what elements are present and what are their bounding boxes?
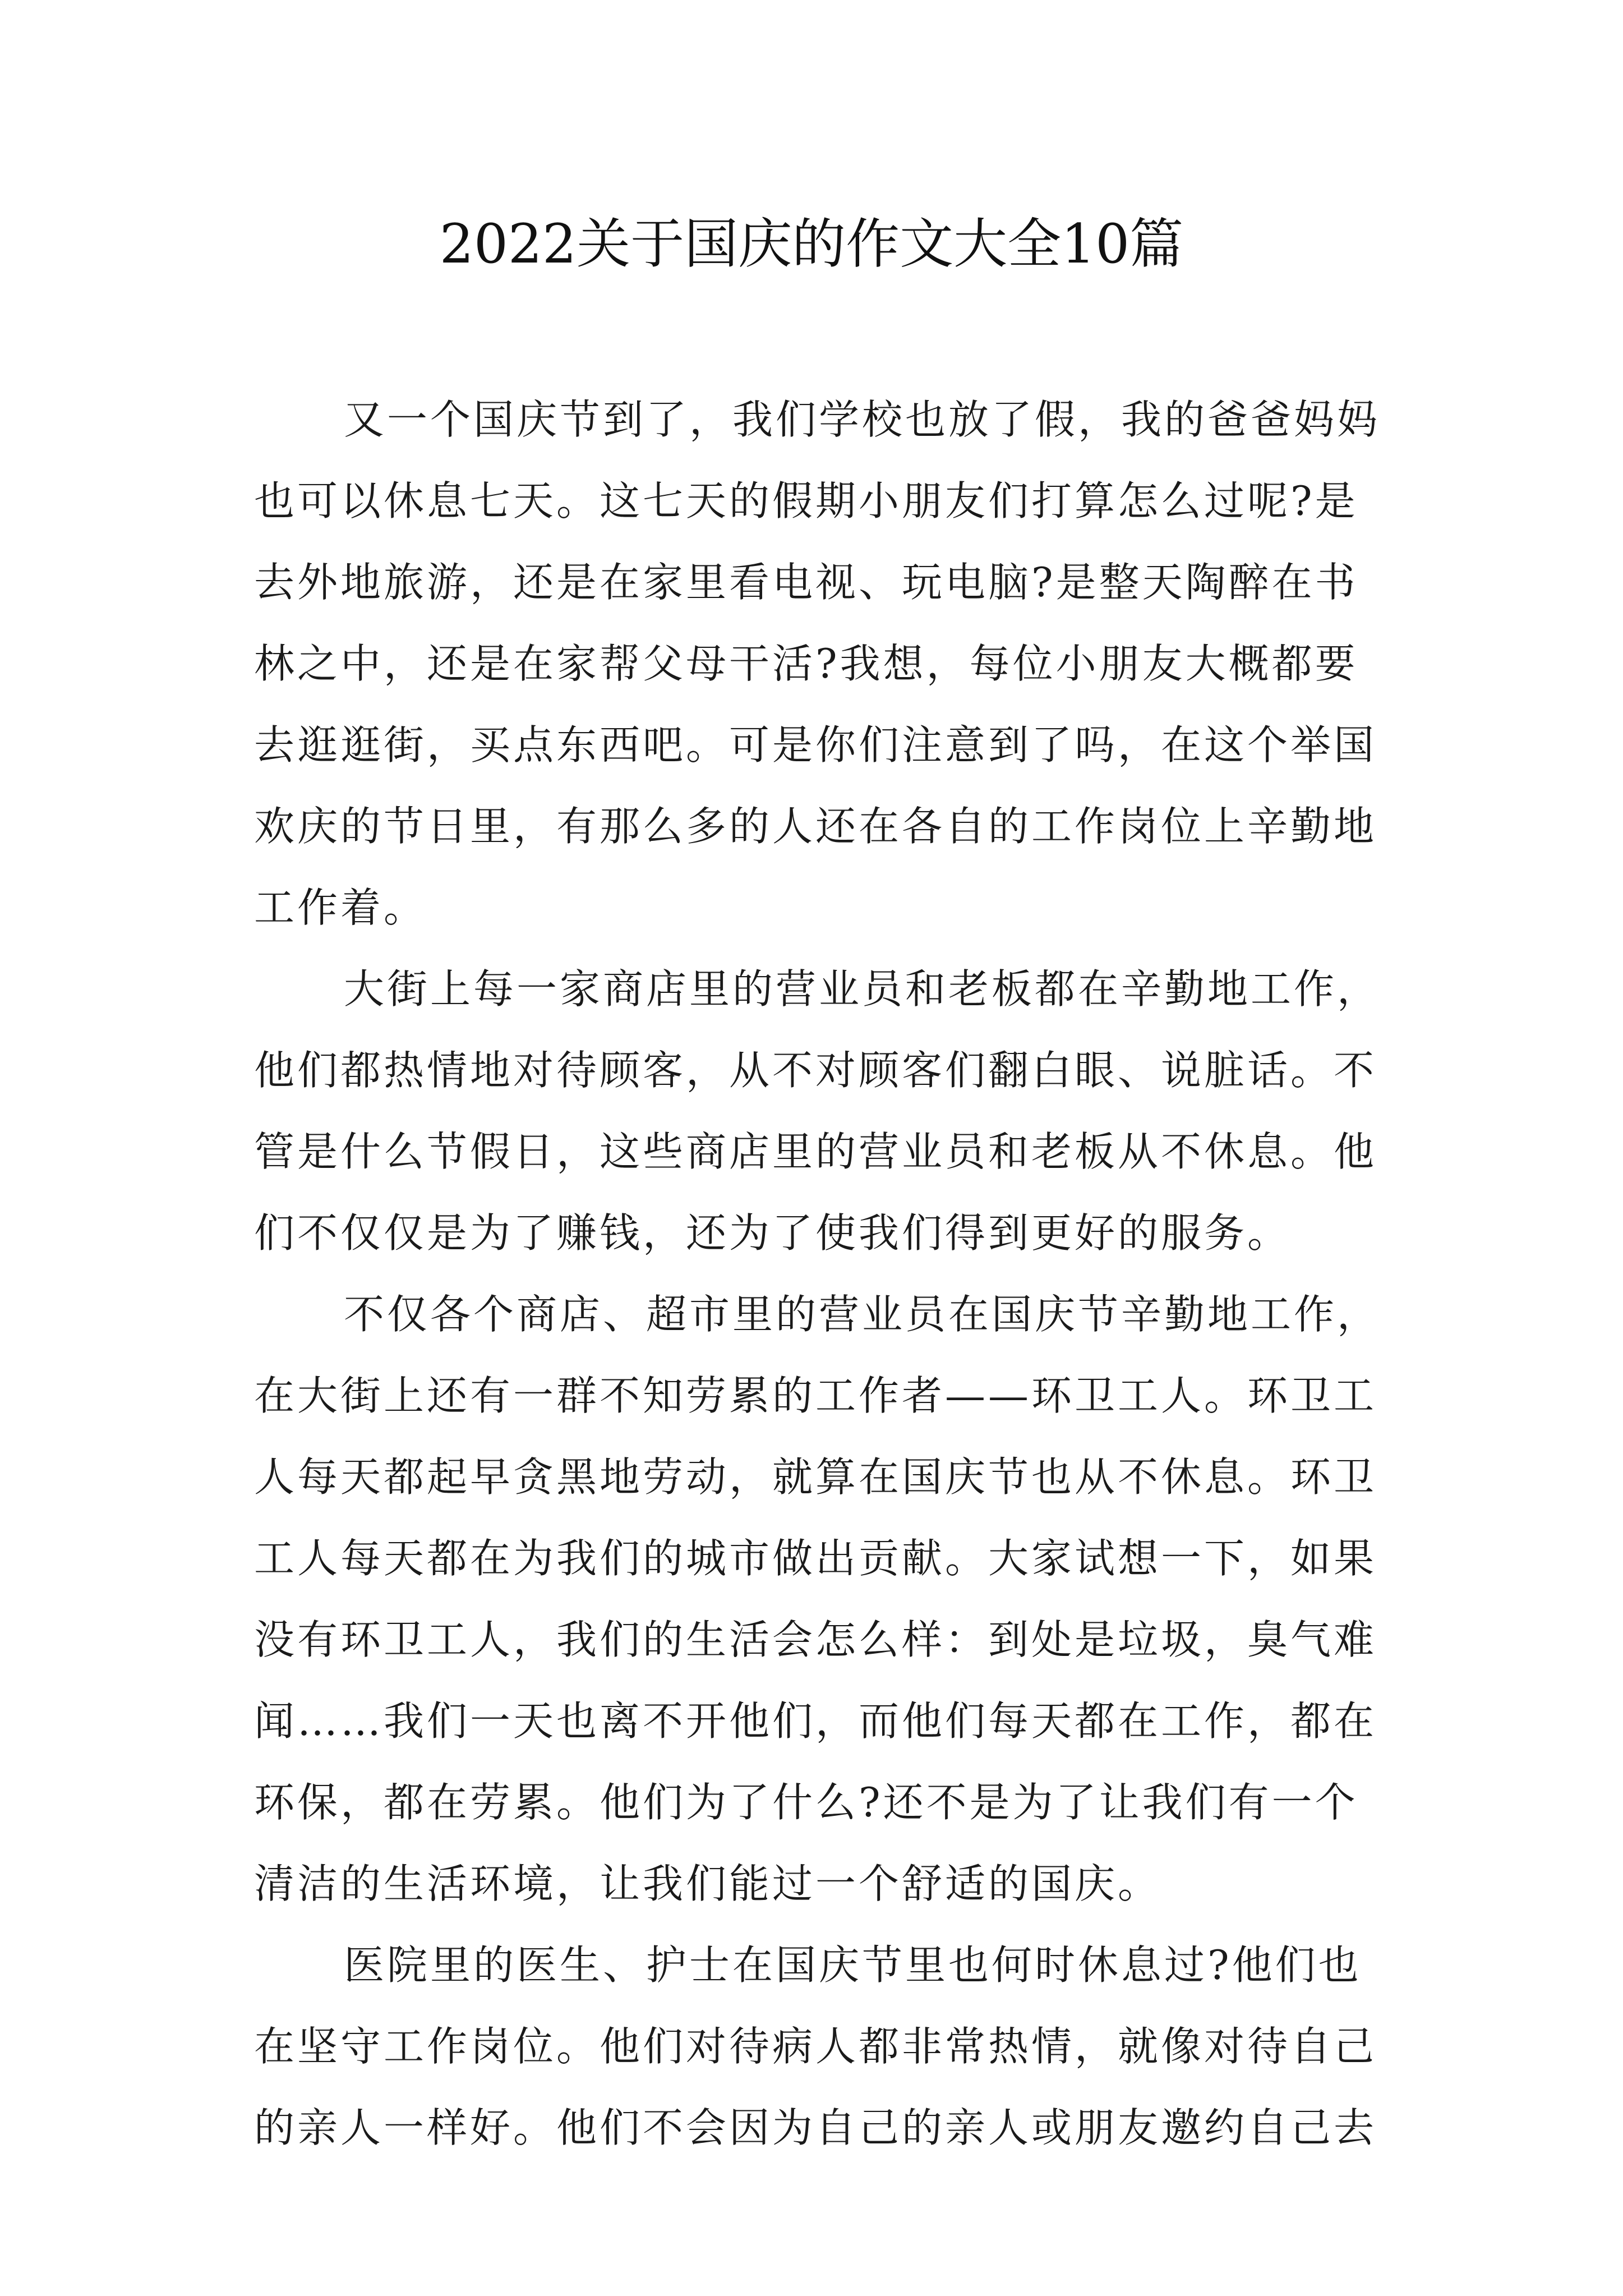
text-line: 他们都热情地对待顾客，从不对顾客们翻白眼、说脏话。不 (254, 1047, 1377, 1094)
paragraph-3 (254, 1274, 1385, 1925)
text-line: 林之中，还是在家帮父母干活?我想，每位小朋友大概都要 (254, 640, 1358, 687)
text-line: 不仅各个商店、超市里的营业员在国庆节辛勤地工作， (344, 1291, 1381, 1338)
text-line: 也可以休息七天。这七天的假期小朋友们打算怎么过呢?是 (254, 477, 1358, 524)
text-line: 工人每天都在为我们的城市做出贡献。大家试想一下，如果 (254, 1535, 1377, 1582)
text-line: 大街上每一家商店里的营业员和老板都在辛勤地工作， (344, 965, 1381, 1013)
text-line: 闻……我们一天也离不开他们，而他们每天都在工作，都在 (254, 1697, 1377, 1745)
text-line: 清洁的生活环境，让我们能过一个舒适的国庆。 (254, 1860, 1161, 1907)
text-line: 在坚守工作岗位。他们对待病人都非常热情，就像对待自己 (254, 2023, 1377, 2070)
paragraph-4 (254, 1925, 1385, 2169)
text-line: 去外地旅游，还是在家里看电视、玩电脑?是整天陶醉在书 (254, 559, 1358, 606)
text-line: 又一个国庆节到了，我们学校也放了假，我的爸爸妈妈 (344, 396, 1381, 443)
text-line: 没有环卫工人，我们的生活会怎么样：到处是垃圾，臭气难 (254, 1616, 1377, 1663)
document-body (254, 379, 1385, 2169)
text-line: 环保，都在劳累。他们为了什么?还不是为了让我们有一个 (254, 1779, 1358, 1826)
text-line: 工作着。 (254, 884, 427, 931)
text-line: 医院里的医生、护士在国庆节里也何时休息过?他们也 (344, 1941, 1362, 1989)
text-line: 们不仅仅是为了赚钱，还为了使我们得到更好的服务。 (254, 1209, 1291, 1257)
text-line: 管是什么节假日，这些商店里的营业员和老板从不休息。他 (254, 1128, 1377, 1175)
document-title: 2022关于国庆的作文大全10篇 (439, 213, 1184, 275)
text-line: 人每天都起早贪黑地劳动，就算在国庆节也从不休息。环卫 (254, 1453, 1377, 1501)
paragraph-1 (254, 379, 1385, 949)
text-line: 在大街上还有一群不知劳累的工作者——环卫工人。环卫工 (254, 1372, 1377, 1419)
text-line: 欢庆的节日里，有那么多的人还在各自的工作岗位上辛勤地 (254, 803, 1377, 850)
text-line: 的亲人一样好。他们不会因为自己的亲人或朋友邀约自己去 (254, 2104, 1377, 2151)
paragraph-2 (254, 949, 1385, 1274)
text-line: 去逛逛街，买点东西吧。可是你们注意到了吗，在这个举国 (254, 721, 1377, 769)
